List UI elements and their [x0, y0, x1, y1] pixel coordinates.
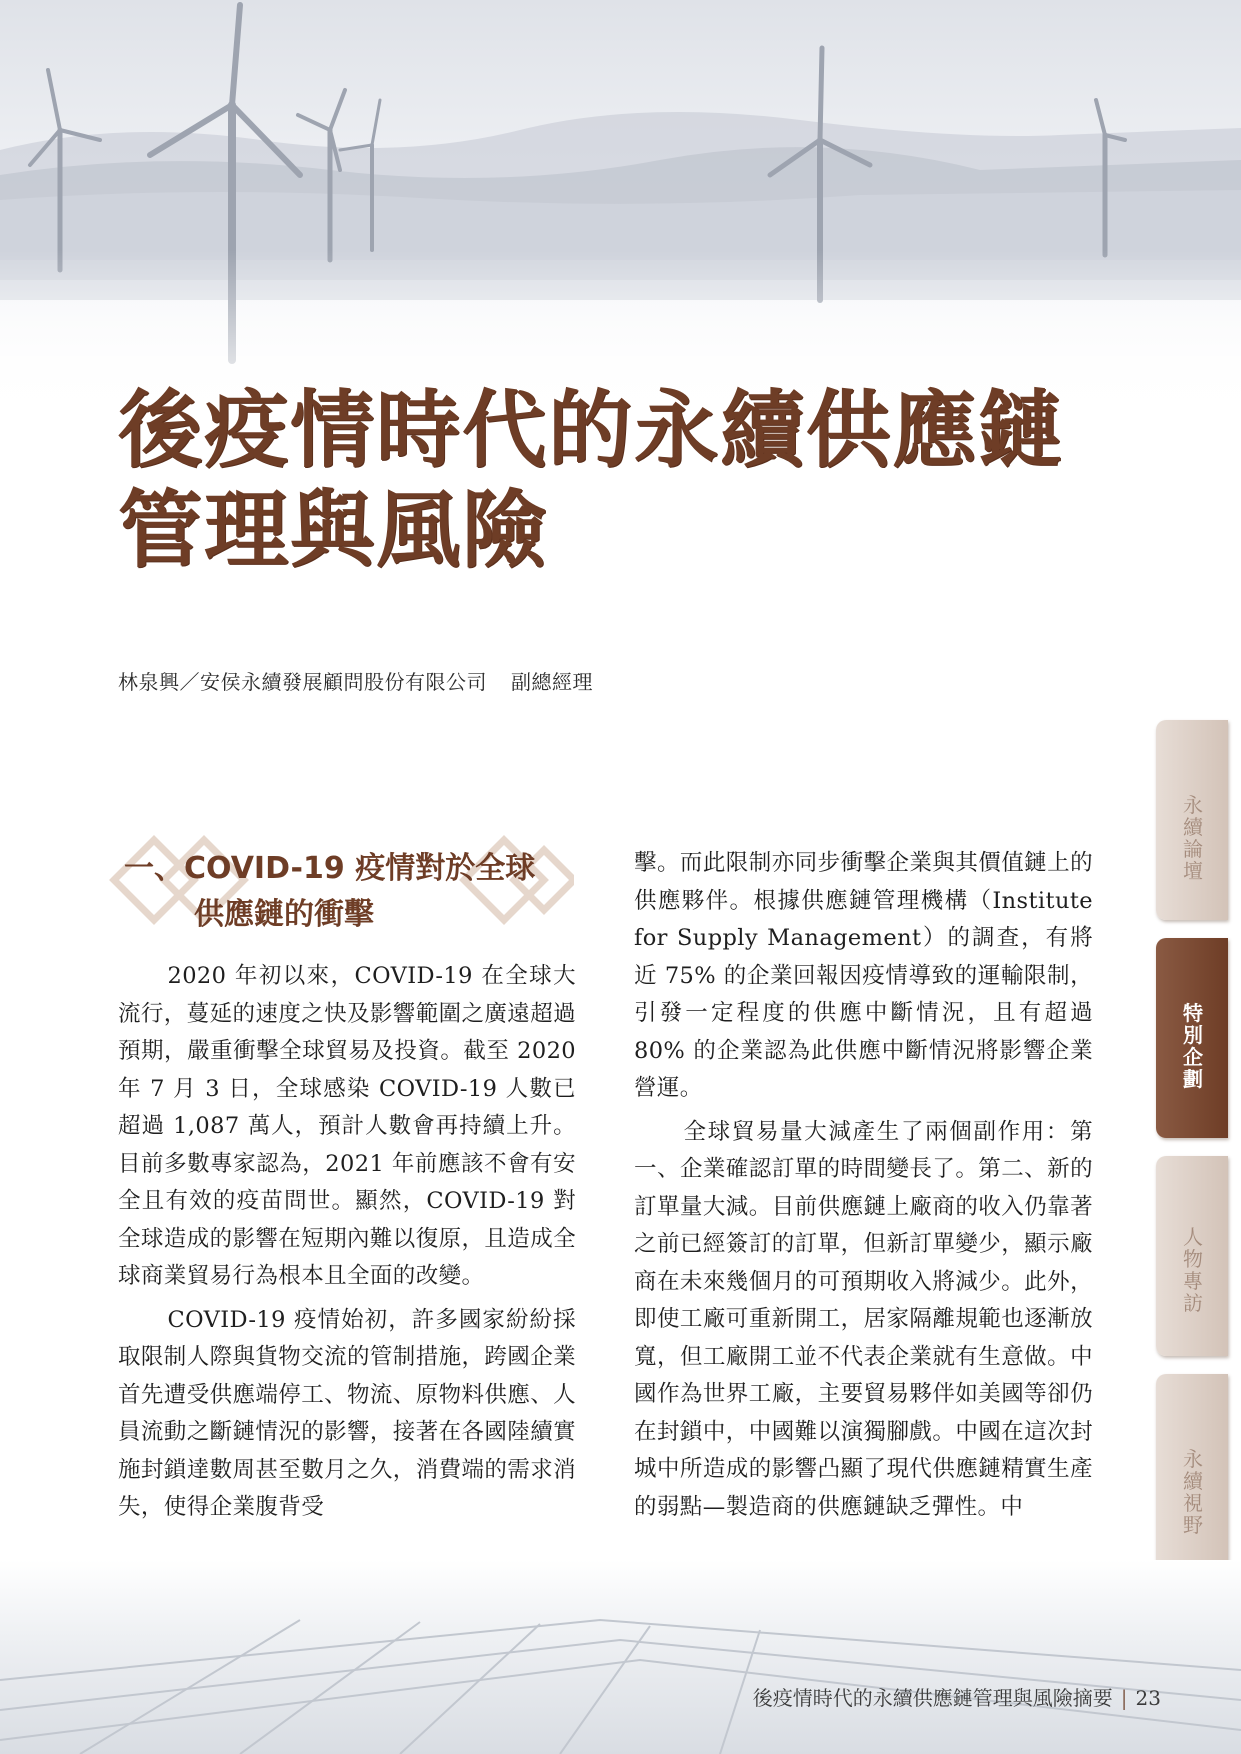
- tab-special-feature[interactable]: [1156, 938, 1228, 1138]
- author-name: 林泉興／安侯永續發展顧問股份有限公司: [118, 670, 487, 694]
- article-title-line1: 後疫情時代的永續供應鏈: [118, 381, 1065, 479]
- author-byline: [118, 666, 593, 695]
- paragraph: 2020 年初以來，COVID-19 在全球大流行，蔓延的速度之快及影響範圍之廣遠超過預期，嚴重衝擊全球貿易及投資。截至 2020 年 7 月 3 日，全球感染 COVID-19 人數已超過 1,087 萬人，預計人數會再持續上升。目前多數專家認為，2021 年前應該不會有安全且有效的疫苗問世。顯然，COVID-19 對全球造成的影響在短期內難以復原，且造成全球商業貿易行為根本且全面的改變。: [118, 963, 577, 1289]
- section-heading: [124, 846, 535, 938]
- tab-label: 永續論壇: [1183, 793, 1203, 883]
- article-title: [118, 380, 1118, 580]
- running-footer: [753, 1682, 1161, 1711]
- body-column-right: [634, 845, 1093, 1526]
- tab-label: 人物專訪: [1183, 1225, 1203, 1315]
- article-title-line2: 管理與風險: [118, 481, 549, 579]
- section-tabs: [1150, 700, 1241, 1630]
- author-role: 副總經理: [511, 670, 593, 694]
- section-heading-line2: 供應鏈的衝擊: [194, 897, 374, 932]
- footer-solar-panel-image: [0, 1560, 1241, 1754]
- paragraph: 擊。而此限制亦同步衝擊企業與其價值鏈上的供應夥伴。根據供應鏈管理機構（Institute for Supply Management）的調查，有將近 75% 的企業回報因疫情導致的運輸限制，引發一定程度的供應中斷情況，且有超過 80% 的企業認為此供應中斷情況將影響企業營運。: [634, 850, 1093, 1101]
- tab-vision[interactable]: [1156, 1374, 1228, 1574]
- tab-forum[interactable]: [1156, 720, 1228, 920]
- section-heading-line1: 一、COVID-19 疫情對於全球: [124, 851, 536, 886]
- paragraph: COVID-19 疫情始初，許多國家紛紛採取限制人際與貨物交流的管制措施，跨國企業首先遭受供應端停工、物流、原物料供應、人員流動之斷鏈情況的影響，接著在各國陸續實施封鎖達數周甚至數月之久，消費端的需求消失，使得企業腹背受: [118, 1306, 577, 1520]
- paragraph: 全球貿易量大減產生了兩個副作用：第一、企業確認訂單的時間變長了。第二、新的訂單量大減。目前供應鏈上廠商的收入仍靠著之前已經簽訂的訂單，但新訂單變少，顯示廠商在未來幾個月的可預期收入將減少。此外，即使工廠可重新開工，居家隔離規範也逐漸放寬，但工廠開工並不代表企業就有生意做。中國作為世界工廠，主要貿易夥伴如美國等卻仍在封鎖中，中國難以演獨腳戲。中國在這次封城中所造成的影響凸顯了現代供應鏈精實生產的弱點—製造商的供應鏈缺乏彈性。中: [634, 1118, 1093, 1520]
- tab-label: 特別企劃: [1183, 1001, 1203, 1091]
- tab-interview[interactable]: [1156, 1156, 1228, 1356]
- footer-separator: |: [1120, 1686, 1128, 1710]
- page-number: 23: [1135, 1686, 1161, 1710]
- body-column-left: [118, 958, 576, 1527]
- running-title: 後疫情時代的永續供應鏈管理與風險摘要: [752, 1686, 1113, 1710]
- tab-label: 永續視野: [1183, 1447, 1203, 1537]
- header-landscape-image: [0, 0, 1241, 420]
